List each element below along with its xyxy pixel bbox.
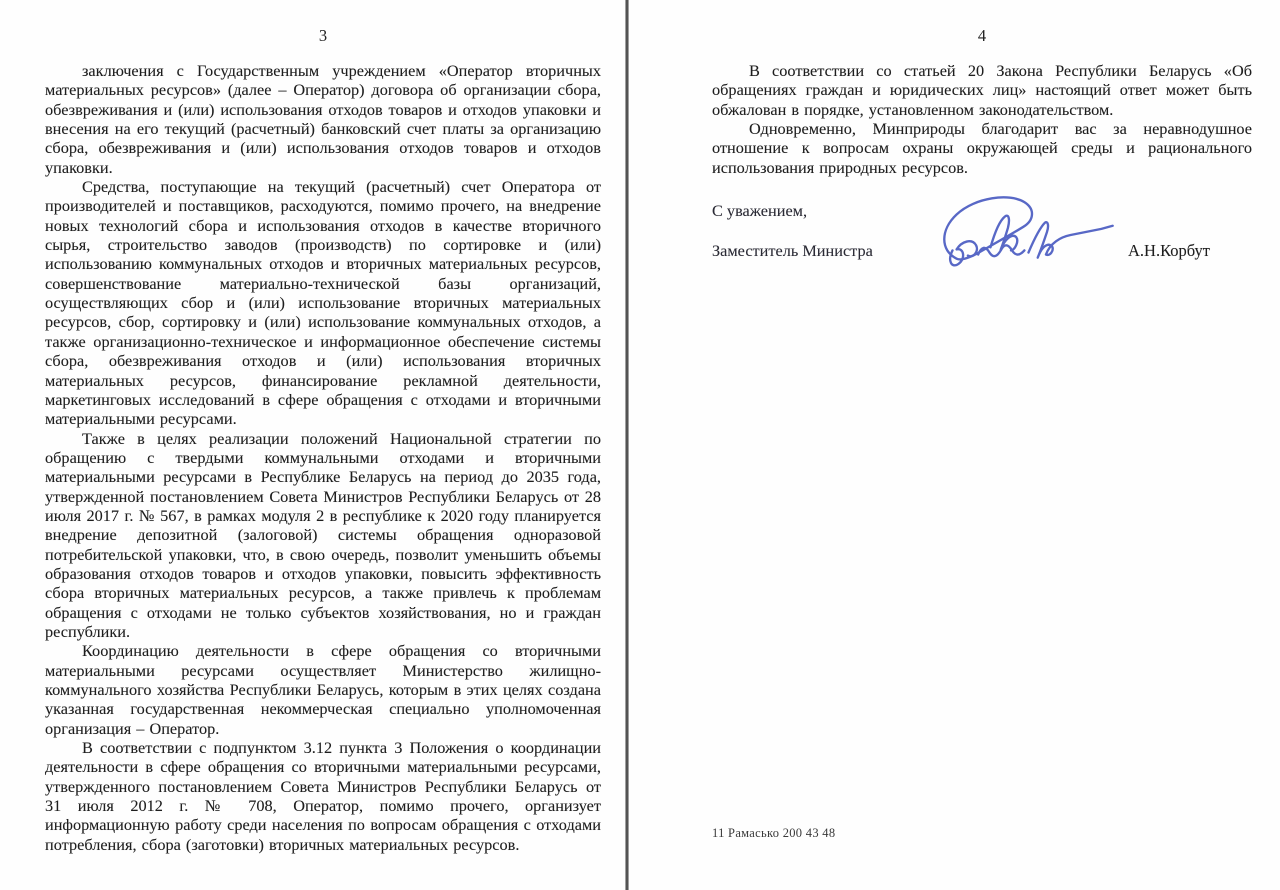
paragraph: Одновременно, Минприроды благодарит вас за неравнодушное отношение к вопросам охраны окружающей среды и рационального использования природных ресурсов.	[712, 119, 1252, 177]
page-4	[630, 0, 1280, 890]
page-3	[0, 0, 626, 890]
paragraph: Координацию деятельности в сфере обращения со вторичными материальными ресурсами осуществляет Министерство жилищно-коммунального хозяйства Республики Беларусь, которым в этих целях создана указанная государственная некоммерческая специально уполномоченная организация – Оператор.	[45, 641, 601, 738]
signer-title: Заместитель Министра	[712, 241, 873, 260]
closing-salutation: С уважением,	[712, 201, 808, 220]
signer-name: А.Н.Корбут	[1128, 241, 1210, 260]
paragraph: Средства, поступающие на текущий (расчетный) счет Оператора от производителей и поставщиков, расходуются, помимо прочего, на внедрение новых технологий сбора и использования отходов в качестве вторичного сырья, строительство заводов (производств) по сортировке и (или) использованию коммунальных отходов и вторичных материальных ресурсов, совершенствование материально-технической базы организаций, осуществляющих сбор и (или) использование вторичных материальных ресурсов, сбор, сортировку и (или) использование коммунальных отходов, а также организационно-техническое и информационное обеспечение системы сбора, обезвреживания отходов и (или) использования вторичных материальных ресурсов, финансирование рекламной деятельности, маркетинговых исследований в сфере обращения с отходами и вторичными материальными ресурсами.	[45, 177, 601, 429]
page-number: 3	[318, 26, 328, 45]
signature-ink-icon	[934, 192, 1124, 276]
paragraph: Также в целях реализации положений Национальной стратегии по обращению с твердыми коммунальными отходами и вторичными материальными ресурсами в Республике Беларусь на период до 2035 года, утвержденной постановлением Совета Министров Республики Беларусь от 28 июля 2017 г. № 567, в рамках модуля 2 в республике к 2020 году планируется внедрение депозитной (залоговой) системы обращения одноразовой потребительской упаковки, что, в свою очередь, позволит уменьшить объемы образования отходов товаров и отходов упаковки, повысить эффективность сбора вторичных материальных ресурсов, а также привлечь к проблемам обращения с отходами не только субъектов хозяйствования, но и граждан республики.	[45, 428, 601, 641]
footer-reference: 11 Рамасько 200 43 48	[712, 826, 836, 840]
page-number: 4	[977, 26, 987, 45]
paragraph: заключения с Государственным учреждением «Оператор вторичных материальных ресурсов» (далее – Оператор) договора об организации сбора, обезвреживания и (или) использования отходов товаров и отходов упаковки и внесения на его текущий (расчетный) банковский счет платы за организацию сбора, обезвреживания и (или) использования отходов товаров и отходов упаковки.	[45, 61, 601, 177]
paragraph: В соответствии с подпунктом 3.12 пункта 3 Положения о координации деятельности в сфере обращения со вторичными материальными ресурсами, утвержденного постановлением Совета Министров Республики Беларусь от 31 июля 2012 г. № 708, Оператор, помимо прочего, организует информационную работу среди населения по вопросам обращения с отходами потребления, сбора (заготовки) вторичных материальных ресурсов.	[45, 738, 601, 854]
page-3-body	[45, 61, 601, 854]
paragraph: В соответствии со статьей 20 Закона Республики Беларусь «Об обращениях граждан и юридических лиц» настоящий ответ может быть обжалован в порядке, установленном законодательством.	[712, 61, 1252, 119]
page-4-body	[712, 61, 1252, 177]
page-fold-divider	[625, 0, 629, 890]
